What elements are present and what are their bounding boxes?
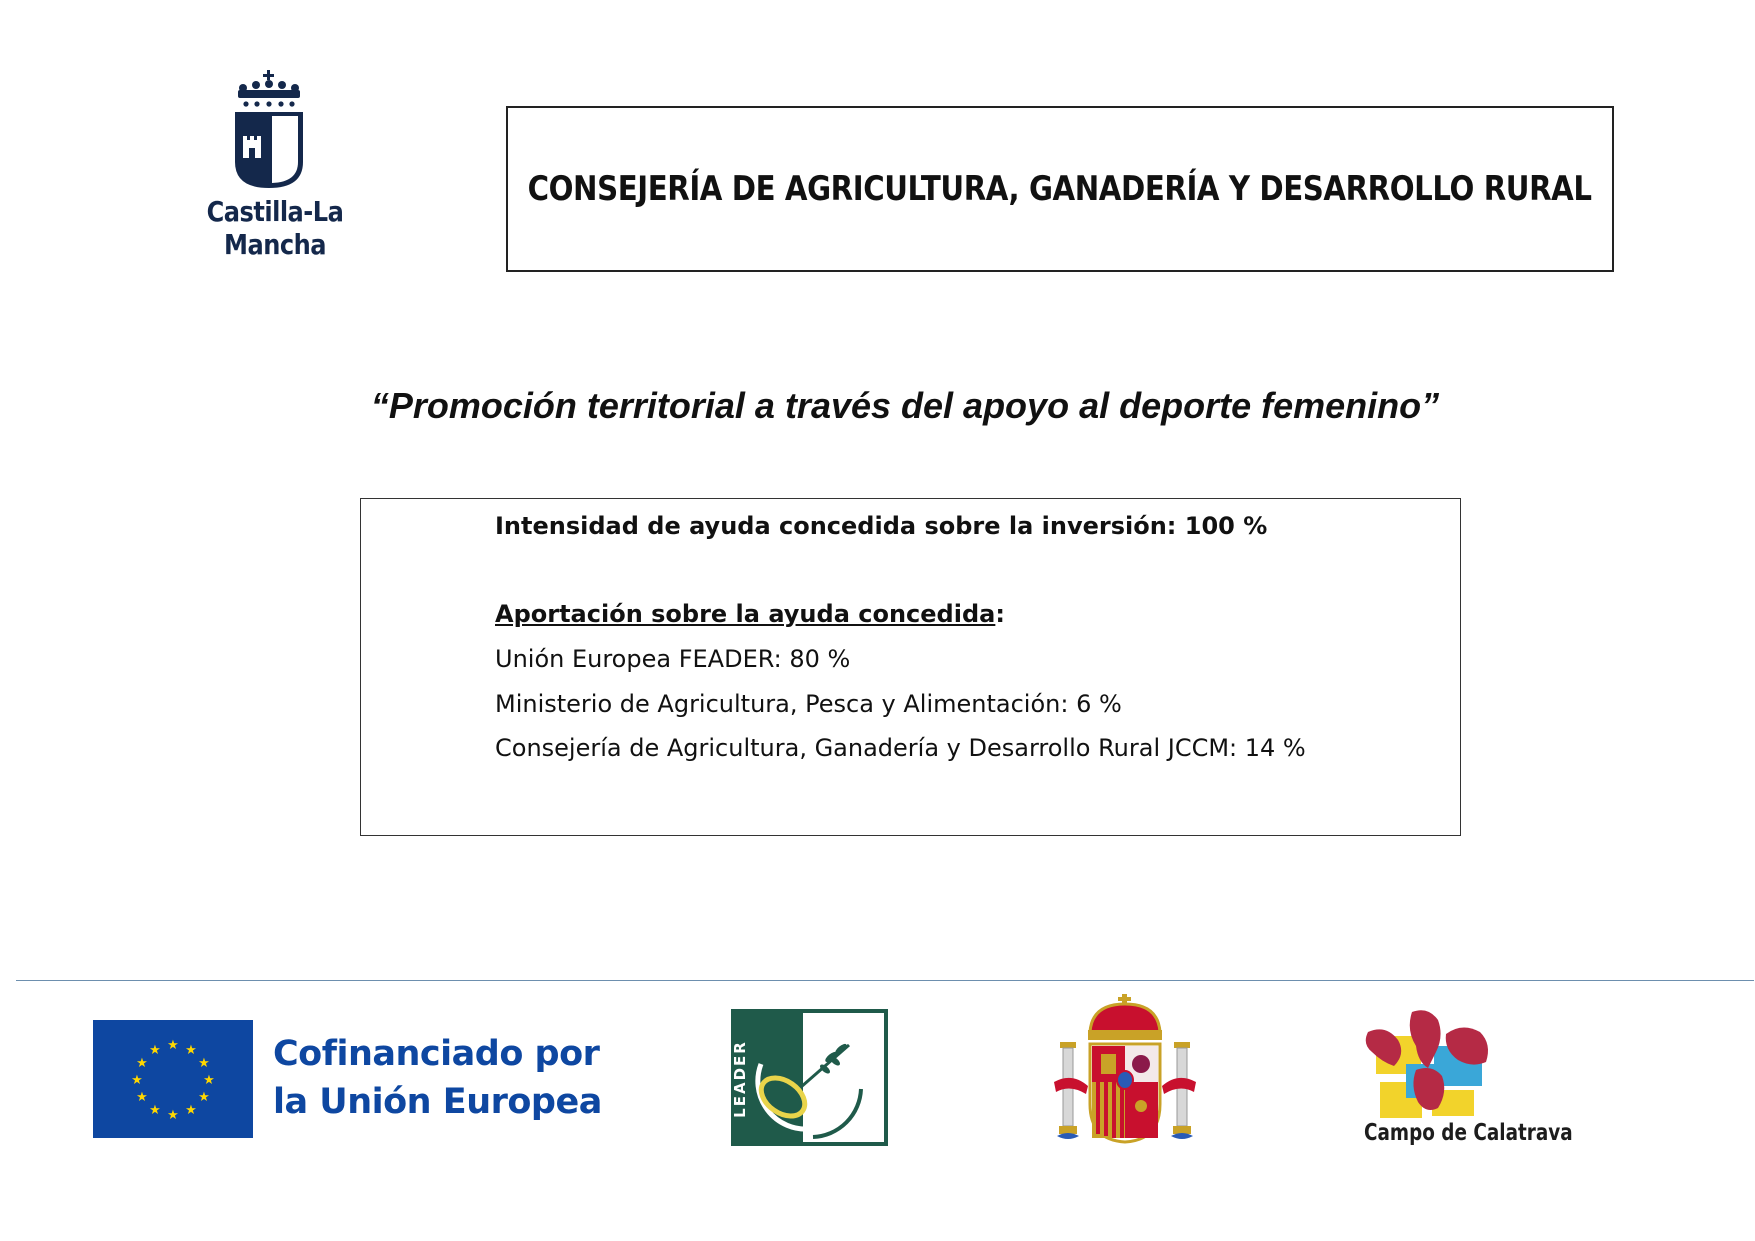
funding-box [360, 498, 1461, 836]
contribution-heading-label: Aportación sobre la ayuda concedida [495, 600, 996, 628]
svg-text:★: ★ [131, 1073, 143, 1088]
department-title: CONSEJERÍA DE AGRICULTURA, GANADERÍA Y DESARROLLO RURAL [528, 169, 1593, 209]
svg-text:★: ★ [198, 1090, 210, 1105]
svg-text:★: ★ [136, 1056, 148, 1071]
campo-de-calatrava-logo-icon [1346, 1006, 1526, 1118]
svg-text:★: ★ [136, 1090, 148, 1105]
eu-cofinanced-logo [93, 1020, 602, 1138]
campo-de-calatrava-name: Campo de Calatrava [1364, 1120, 1573, 1146]
eu-text-line-1: Cofinanciado por [273, 1034, 600, 1074]
campo-de-calatrava-logo [1346, 1006, 1573, 1148]
svg-text:★: ★ [198, 1056, 210, 1071]
castilla-la-mancha-logo [140, 70, 410, 261]
aid-intensity: Intensidad de ayuda concedida sobre la inversión: 100 % [495, 512, 1268, 540]
castilla-la-mancha-name: Castilla-La Mancha [206, 195, 344, 261]
svg-text:★: ★ [149, 1043, 161, 1058]
svg-text:★: ★ [185, 1103, 197, 1118]
header-box [506, 106, 1614, 272]
contribution-ministry: Ministerio de Agricultura, Pesca y Alimentación: 6 % [495, 690, 1122, 718]
leader-logo-text: LEADER [731, 1040, 749, 1118]
svg-text:★: ★ [167, 1038, 179, 1053]
eu-cofinanced-text [273, 1030, 602, 1126]
contribution-jccm: Consejería de Agricultura, Ganadería y Desarrollo Rural JCCM: 14 % [495, 734, 1306, 762]
eu-flag-icon [93, 1020, 253, 1138]
contribution-heading [495, 600, 1005, 628]
contribution-eu: Unión Europea FEADER: 80 % [495, 645, 851, 673]
contribution-heading-colon: : [995, 600, 1005, 628]
leader-logo-icon [731, 1009, 888, 1146]
castilla-la-mancha-emblem-icon [232, 70, 306, 190]
eu-text-line-2: la Unión Europea [273, 1082, 602, 1122]
svg-text:★: ★ [185, 1043, 197, 1058]
leader-logo [731, 1009, 888, 1146]
footer-divider [16, 980, 1754, 981]
project-title: “Promoción territorial a través del apoyo al deporte femenino” [370, 385, 1440, 426]
svg-text:★: ★ [167, 1108, 179, 1123]
spain-coat-of-arms-icon [1052, 994, 1198, 1146]
spain-coat-of-arms [1052, 994, 1198, 1146]
svg-text:★: ★ [149, 1103, 161, 1118]
svg-text:★: ★ [203, 1073, 215, 1088]
